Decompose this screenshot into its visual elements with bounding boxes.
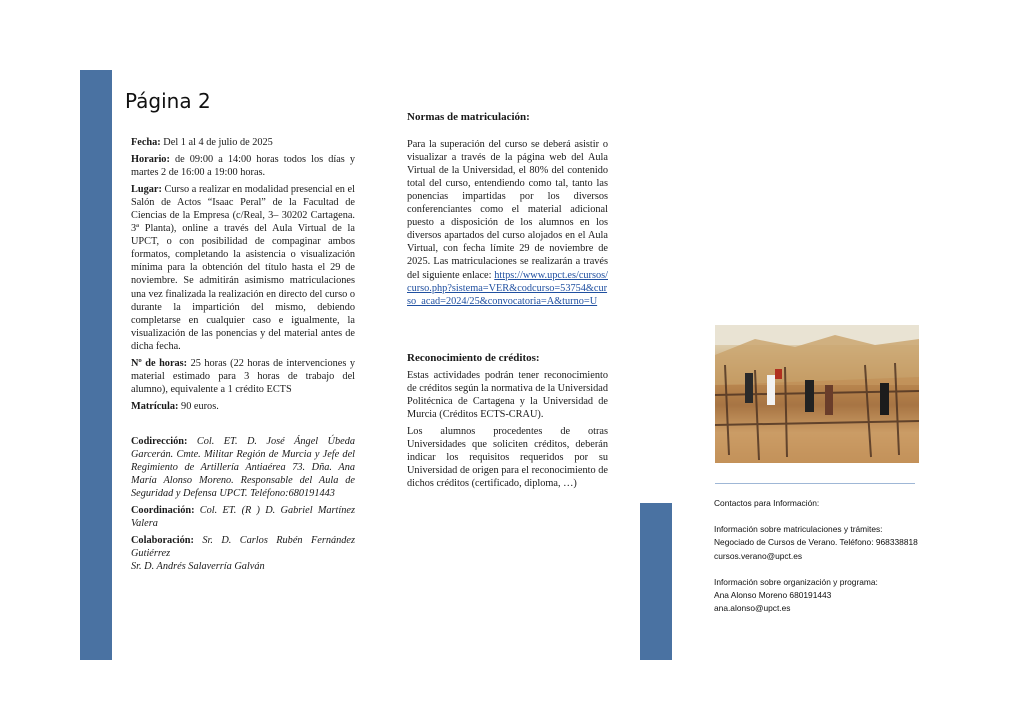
lugar-value: Curso a realizar en modalidad presencial en el Salón de Actos “Isaac Peral” de la Facultad de Ciencias de la Empresa (c/Real, 3– 30202 Cartagena. 3ª Planta), online a través del Aula Virtual de la UPCT, o con posibilidad de compaginar ambos formatos, completando la asistencia o visualización mínima para la obtención del título hasta el 29 de noviembre. Se admitirán asimismo matriculaciones una vez finalizada la realización en directo del curso o durante la impartición del mismo, debiendo completarse en cualquier caso e igualmente, la visualización de las ponencias y del material antes de dicha fecha. bbox=[131, 184, 355, 352]
horas-value: 25 horas (22 horas de intervenciones y material estimado para 3 horas de trabajo del alumno), equivalente a 1 crédito ECTS bbox=[131, 357, 356, 395]
normas-text bbox=[407, 138, 608, 308]
course-details-column bbox=[131, 136, 355, 577]
page-label: Página 2 bbox=[125, 89, 211, 113]
colaboracion-value: Sr. D. Carlos Rubén Fernández Gutiérrez bbox=[131, 535, 355, 560]
colaboracion-value-2: Sr. D. Andrés Salaverría Galván bbox=[131, 561, 265, 573]
horario-row bbox=[131, 153, 355, 179]
fecha-row bbox=[131, 136, 355, 149]
coordinacion-value: Col. ET. (R ) D. Gabriel Martínez Valera bbox=[131, 505, 355, 530]
organization-info-email[interactable]: ana.alonso@upct.es bbox=[714, 603, 791, 614]
enrollment-link[interactable]: https://www.upct.es/cursos/curso.php?sistema=VER&codcurso=53754&curso_acad=2024/25&convocatoria=A&turno=U bbox=[407, 269, 608, 307]
colaboracion-label: Colaboración: bbox=[131, 535, 194, 547]
organization-info-heading: Información sobre organización y programa: bbox=[714, 576, 878, 587]
field-photo bbox=[715, 325, 919, 463]
creditos-text-2: Los alumnos procedentes de otras Universidades que soliciten créditos, deberán indicar los requisitos requeridos por su Universidad de origen para el reconocimiento de dichos créditos (certificado, diploma, …) bbox=[407, 425, 608, 490]
normas-title: Normas de matriculación: bbox=[407, 111, 530, 123]
coordinacion-row bbox=[131, 504, 355, 530]
horario-label: Horario: bbox=[131, 154, 170, 166]
left-accent-bar bbox=[80, 70, 112, 660]
codireccion-value: Col. ET. D. José Ángel Úbeda Garcerán. Cmte. Militar Región de Murcia y Jefe del Regimiento de Artillería Antiaérea 73. Dña. Ana María Alonso Moreno. Responsable del Aula de Seguridad y Defensa UPCT. Teléfono:680191443 bbox=[131, 435, 355, 500]
enrollment-info-heading: Información sobre matriculaciones y trámites: bbox=[714, 524, 883, 535]
contacts-block bbox=[714, 497, 974, 615]
lugar-label: Lugar: bbox=[131, 184, 162, 196]
right-accent-bar bbox=[640, 503, 672, 660]
horario-value: de 09:00 a 14:00 horas todos los días y martes 2 de 16:00 a 19:00 horas. bbox=[131, 154, 355, 179]
creditos-text-1: Estas actividades podrán tener reconocimiento de créditos según la normativa de la Universidad Politécnica de Cartagena y la Universidad de Murcia (Créditos ECTS-CRAU). bbox=[407, 369, 609, 420]
matricula-row bbox=[131, 400, 355, 413]
normas-body: Para la superación del curso se deberá asistir o visualizar a través de la página web del Aula Virtual de la Universidad, el 80% del contenido total del curso, entendiendo como tal, tanto las ponencias impartidas por los diversos conferenciantes como el material adicional puesto a disposición de los alumnos en los diversos apartados del curso alojados en el Aula Virtual, con fecha límite 29 de noviembre de 2025. Las matriculaciones se realizarán a través del siguiente enlace: bbox=[407, 139, 608, 281]
codireccion-label: Codirección: bbox=[131, 435, 188, 447]
horas-row bbox=[131, 357, 355, 396]
contacts-heading: Contactos para Información: bbox=[714, 498, 820, 508]
codireccion-row bbox=[131, 435, 355, 500]
fecha-label: Fecha: bbox=[131, 137, 161, 148]
enrollment-info-email[interactable]: cursos.verano@upct.es bbox=[714, 550, 803, 561]
organization-info-contact: Ana Alonso Moreno 680191443 bbox=[714, 590, 832, 601]
matricula-label: Matrícula: bbox=[131, 400, 179, 412]
fecha-value: Del 1 al 4 de julio de 2025 bbox=[160, 137, 273, 148]
lugar-row bbox=[131, 183, 355, 353]
enrollment-info-phone: Negociado de Cursos de Verano. Teléfono: 968338818 bbox=[714, 537, 918, 548]
colaboracion-row bbox=[131, 534, 355, 560]
coordinacion-label: Coordinación: bbox=[131, 505, 195, 517]
horas-label: Nº de horas: bbox=[131, 357, 188, 369]
matricula-value: 90 euros. bbox=[178, 400, 219, 412]
contacts-divider bbox=[715, 483, 915, 484]
creditos-title: Reconocimiento de créditos: bbox=[407, 351, 540, 364]
enrollment-column bbox=[407, 111, 608, 494]
